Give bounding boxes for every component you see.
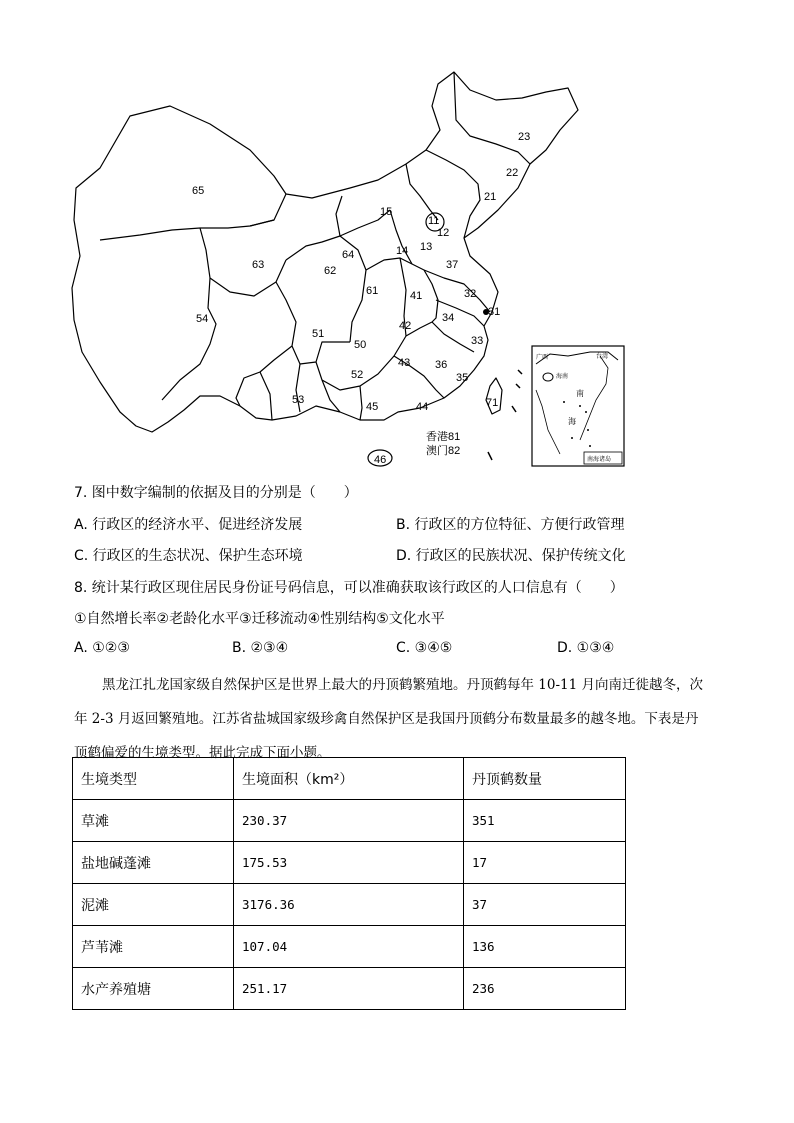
table-header: 生境类型 xyxy=(73,758,234,800)
inset-label-hai: 海 xyxy=(568,417,576,426)
table-cell: 107.04 xyxy=(234,926,464,968)
region-number-label: 44 xyxy=(416,401,429,413)
table-header: 生境面积（km²） xyxy=(234,758,464,800)
region-number-label: 21 xyxy=(484,191,497,203)
hk-label: 香港81 xyxy=(426,431,461,443)
inset-caption: 南海诸岛 xyxy=(587,457,612,463)
q8-stem: 8. 统计某行政区现住居民身份证号码信息，可以准确获取该行政区的人口信息有（ ） xyxy=(74,580,624,596)
region-number-label: 43 xyxy=(398,357,411,369)
region-number-label: 41 xyxy=(410,290,423,302)
table-cell: 251.17 xyxy=(234,968,464,1010)
q7-option-b[interactable]: B. 行政区的方位特征、方便行政管理 xyxy=(396,517,625,533)
passage xyxy=(74,668,724,770)
table-cell: 37 xyxy=(464,884,626,926)
table-cell: 230.37 xyxy=(234,800,464,842)
q7-option-d[interactable]: D. 行政区的民族状况、保护传统文化 xyxy=(396,548,626,564)
inset-label-hainan: 海南 xyxy=(556,374,569,380)
region-number-label: 64 xyxy=(342,249,355,261)
q8-option-b[interactable]: B. ②③④ xyxy=(232,640,289,656)
table-cell: 17 xyxy=(464,842,626,884)
table-cell: 3176.36 xyxy=(234,884,464,926)
inset-label-nan: 南 xyxy=(576,389,584,398)
habitat-table xyxy=(72,757,626,1010)
region-number-label: 33 xyxy=(471,335,484,347)
map-svg xyxy=(60,60,640,472)
china-province-map xyxy=(60,60,640,472)
table-row xyxy=(73,884,626,926)
inset-label-taiwan: 台湾 xyxy=(596,354,609,360)
region-number-label: 11 xyxy=(428,215,440,227)
region-number-label: 54 xyxy=(196,313,209,325)
table-cell: 175.53 xyxy=(234,842,464,884)
q7-option-c[interactable]: C. 行政区的生态状况、保护生态环境 xyxy=(74,548,303,564)
region-number-label: 50 xyxy=(354,339,367,351)
table-cell: 草滩 xyxy=(73,800,234,842)
region-number-label: 34 xyxy=(442,312,455,324)
region-number-label: 71 xyxy=(486,397,499,409)
passage-line-1: 黑龙江扎龙国家级自然保护区是世界上最大的丹顶鹤繁殖地。丹顶鹤每年 10-11 月向南迁徙越冬，次 xyxy=(102,677,703,693)
table-row xyxy=(73,800,626,842)
region-number-label: 15 xyxy=(380,206,393,218)
q7-stem: 7. 图中数字编制的依据及目的分别是（ ） xyxy=(74,485,358,501)
macau-label: 澳门82 xyxy=(426,445,461,457)
region-number-label: 32 xyxy=(464,288,477,300)
south-china-sea-inset xyxy=(532,346,624,466)
table-row xyxy=(73,926,626,968)
region-number-label: 42 xyxy=(399,320,412,332)
region-number-label: 23 xyxy=(518,131,531,143)
region-number-label: 63 xyxy=(252,259,265,271)
q8-option-c[interactable]: C. ③④⑤ xyxy=(396,640,453,656)
table-header-row xyxy=(73,758,626,800)
region-number-label: 61 xyxy=(366,285,379,297)
inset-label-guangxi: 广西 xyxy=(536,355,549,361)
region-number-label: 36 xyxy=(435,359,448,371)
q8-option-d[interactable]: D. ①③④ xyxy=(557,640,615,656)
table-row xyxy=(73,968,626,1010)
table-cell: 351 xyxy=(464,800,626,842)
passage-line-3: 顶鹤偏爱的生境类型。据此完成下面小题。 xyxy=(74,745,331,761)
table-header: 丹顶鹤数量 xyxy=(464,758,626,800)
region-number-label: 13 xyxy=(420,241,433,253)
table-cell: 236 xyxy=(464,968,626,1010)
region-number-label: 62 xyxy=(324,265,337,277)
region-number-label: 14 xyxy=(396,245,409,257)
region-number-label: 53 xyxy=(292,394,305,406)
table-cell: 水产养殖塘 xyxy=(73,968,234,1010)
region-number-label: 65 xyxy=(192,185,205,197)
region-number-label: 37 xyxy=(446,259,459,271)
q7-option-a[interactable]: A. 行政区的经济水平、促进经济发展 xyxy=(74,517,303,533)
passage-line-2: 年 2-3 月返回繁殖地。江苏省盐城国家级珍禽自然保护区是我国丹顶鹤分布数量最多的越冬地。下表是丹 xyxy=(74,711,699,727)
table-row xyxy=(73,842,626,884)
q8-items: ①自然增长率②老龄化水平③迁移流动④性别结构⑤文化水平 xyxy=(74,611,445,627)
region-number-label: 31 xyxy=(488,306,501,318)
country-outline xyxy=(72,72,578,432)
table-cell: 泥滩 xyxy=(73,884,234,926)
region-number-label: 51 xyxy=(312,328,325,340)
table-cell: 芦苇滩 xyxy=(73,926,234,968)
q8-option-a[interactable]: A. ①②③ xyxy=(74,640,130,656)
region-number-label: 35 xyxy=(456,372,469,384)
region-number-label: 45 xyxy=(366,401,379,413)
region-number-label: 46 xyxy=(374,454,387,466)
region-number-label: 12 xyxy=(437,227,450,239)
region-number-label: 22 xyxy=(506,167,519,179)
table-cell: 盐地碱蓬滩 xyxy=(73,842,234,884)
table-cell: 136 xyxy=(464,926,626,968)
region-number-label: 52 xyxy=(351,369,364,381)
